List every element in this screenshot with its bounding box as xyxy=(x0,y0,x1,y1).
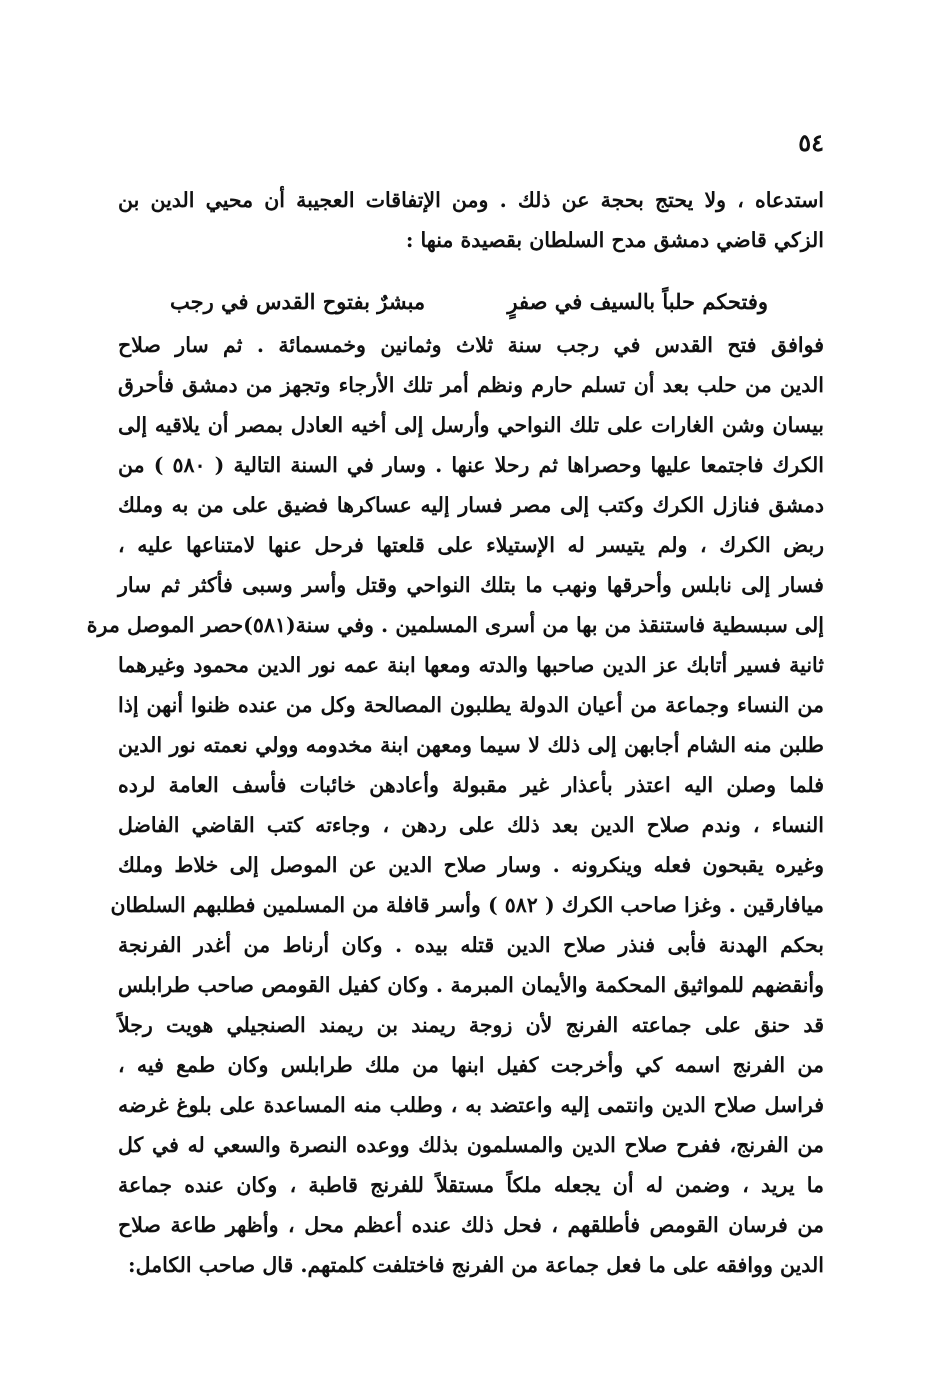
text-line: فوافق فتح القدس في رجب سنة ثلاث وثمانين وخمسمائة . ثم سار صلاح xyxy=(118,333,824,357)
main-paragraph xyxy=(86,325,824,1285)
text-line: فراسل صلاح الدين وانتمى إليه واعتضد به ، وطلب منه المساعدة على بلوغ غرضه xyxy=(118,1093,824,1117)
text-line: ربض الكرك ، ولم يتيسر له الإستيلاء على قلعتها فرحل عنها لامتناعها عليه ، xyxy=(118,533,824,557)
text-line: من الفرنج اسمه كي وأخرجت كفيل ابنها من ملك طرابلس وكان طمع فيه ، xyxy=(118,1053,824,1077)
text-line: الكرك فاجتمعا عليها وحصراها ثم رحلا عنها . وسار في السنة التالية ( ٥٨٠ ) من xyxy=(118,453,824,477)
text-line: طلبن منه الشام أجابهن إلى ذلك لا سيما ومعهن ابنة مخدومه وولي نعمته نور الدين xyxy=(118,733,824,757)
verse-first-hemistich: وفتحكم حلباً بالسيف في صفرٍ xyxy=(507,289,768,314)
text-line: الزكي قاضي دمشق مدح السلطان بقصيدة منها : xyxy=(405,228,824,252)
text-line: ما يريد ، وضمن له أن يجعله ملكاً مستقلاً للفرنج قاطبة ، وكان عنده جماعة xyxy=(118,1173,824,1197)
intro-paragraph xyxy=(118,180,824,260)
text-line: الدين من حلب بعد أن تسلم حارم ونظم أمر تلك الأرجاء وتجهز من دمشق فأحرق xyxy=(118,373,824,397)
page-number: ٥٤ xyxy=(798,128,824,157)
poem-verse xyxy=(170,282,768,322)
text-line: بيسان وشن الغارات على تلك النواحي وأرسل إلى أخيه العادل بمصر أن يلاقيه إلى xyxy=(118,413,824,437)
text-line: من فرسان القومص فأطلقهم ، فحل ذلك عنده أعظم محل ، وأظهر طاعة صلاح xyxy=(118,1213,824,1237)
text-line: ثانية فسير أتابك عز الدين صاحبها والدته ومعها ابنة عمه نور الدين محمود وغيرهما xyxy=(118,653,824,677)
text-line: وأنقضهم للمواثيق المحكمة والأيمان المبرمة . وكان كفيل القومص صاحب طرابلس xyxy=(118,973,824,997)
text-line: الدين ووافقه على ما فعل جماعة من الفرنج فاختلفت كلمتهم. قال صاحب الكامل: xyxy=(128,1253,824,1277)
text-line: ميافارقين . وغزا صاحب الكرك ( ٥٨٢ ) وأسر قافلة من المسلمين فطلبهم السلطان xyxy=(110,893,824,917)
text-line: النساء ، وندم صلاح الدين بعد ذلك على ردهن ، وجاءته كتب القاضي الفاضل xyxy=(118,813,824,837)
text-line: من الفرنج، ففرح صلاح الدين والمسلمون بذلك ووعده النصرة والسعي له في كل xyxy=(118,1133,824,1157)
text-line: من النساء وجماعة من أعيان الدولة يطلبون المصالحة وكل من عنده ظنوا أنهن إذا xyxy=(118,693,824,717)
text-line: قد حنق على جماعته الفرنج لأن زوجة ريمند بن ريمند الصنجيلي هويت رجلاً xyxy=(118,1013,824,1037)
text-line: فسار إلى نابلس وأحرقها ونهب ما بتلك النواحي وقتل وأسر وسبى فأكثر ثم سار xyxy=(118,573,824,597)
text-line: إلى سبسطية فاستنقذ من بها من أسرى المسلمين . وفي سنة(٥٨١)حصر الموصل مرة xyxy=(86,613,824,637)
text-line: وغيره يقبحون فعله وينكرونه . وسار صلاح الدين عن الموصل إلى خلاط وملك xyxy=(118,853,824,877)
text-line: فلما وصلن اليه اعتذر بأعذار غير مقبولة وأعادهن خائبات فأسف العامة لرده xyxy=(118,773,824,797)
text-line: استدعاه ، ولا يحتج بحجة عن ذلك . ومن الإتفاقات العجيبة أن محيي الدين بن xyxy=(118,188,824,212)
text-line: دمشق فنازل الكرك وكتب إلى مصر فسار إليه عساكرها فضيق على من به وملك xyxy=(118,493,824,517)
text-line: بحكم الهدنة فأبى فنذر صلاح الدين قتله بيده . وكان أرناط من أغدر الفرنجة xyxy=(118,933,824,957)
verse-second-hemistich: مبشرٌ بفتوح القدس في رجب xyxy=(170,289,426,314)
